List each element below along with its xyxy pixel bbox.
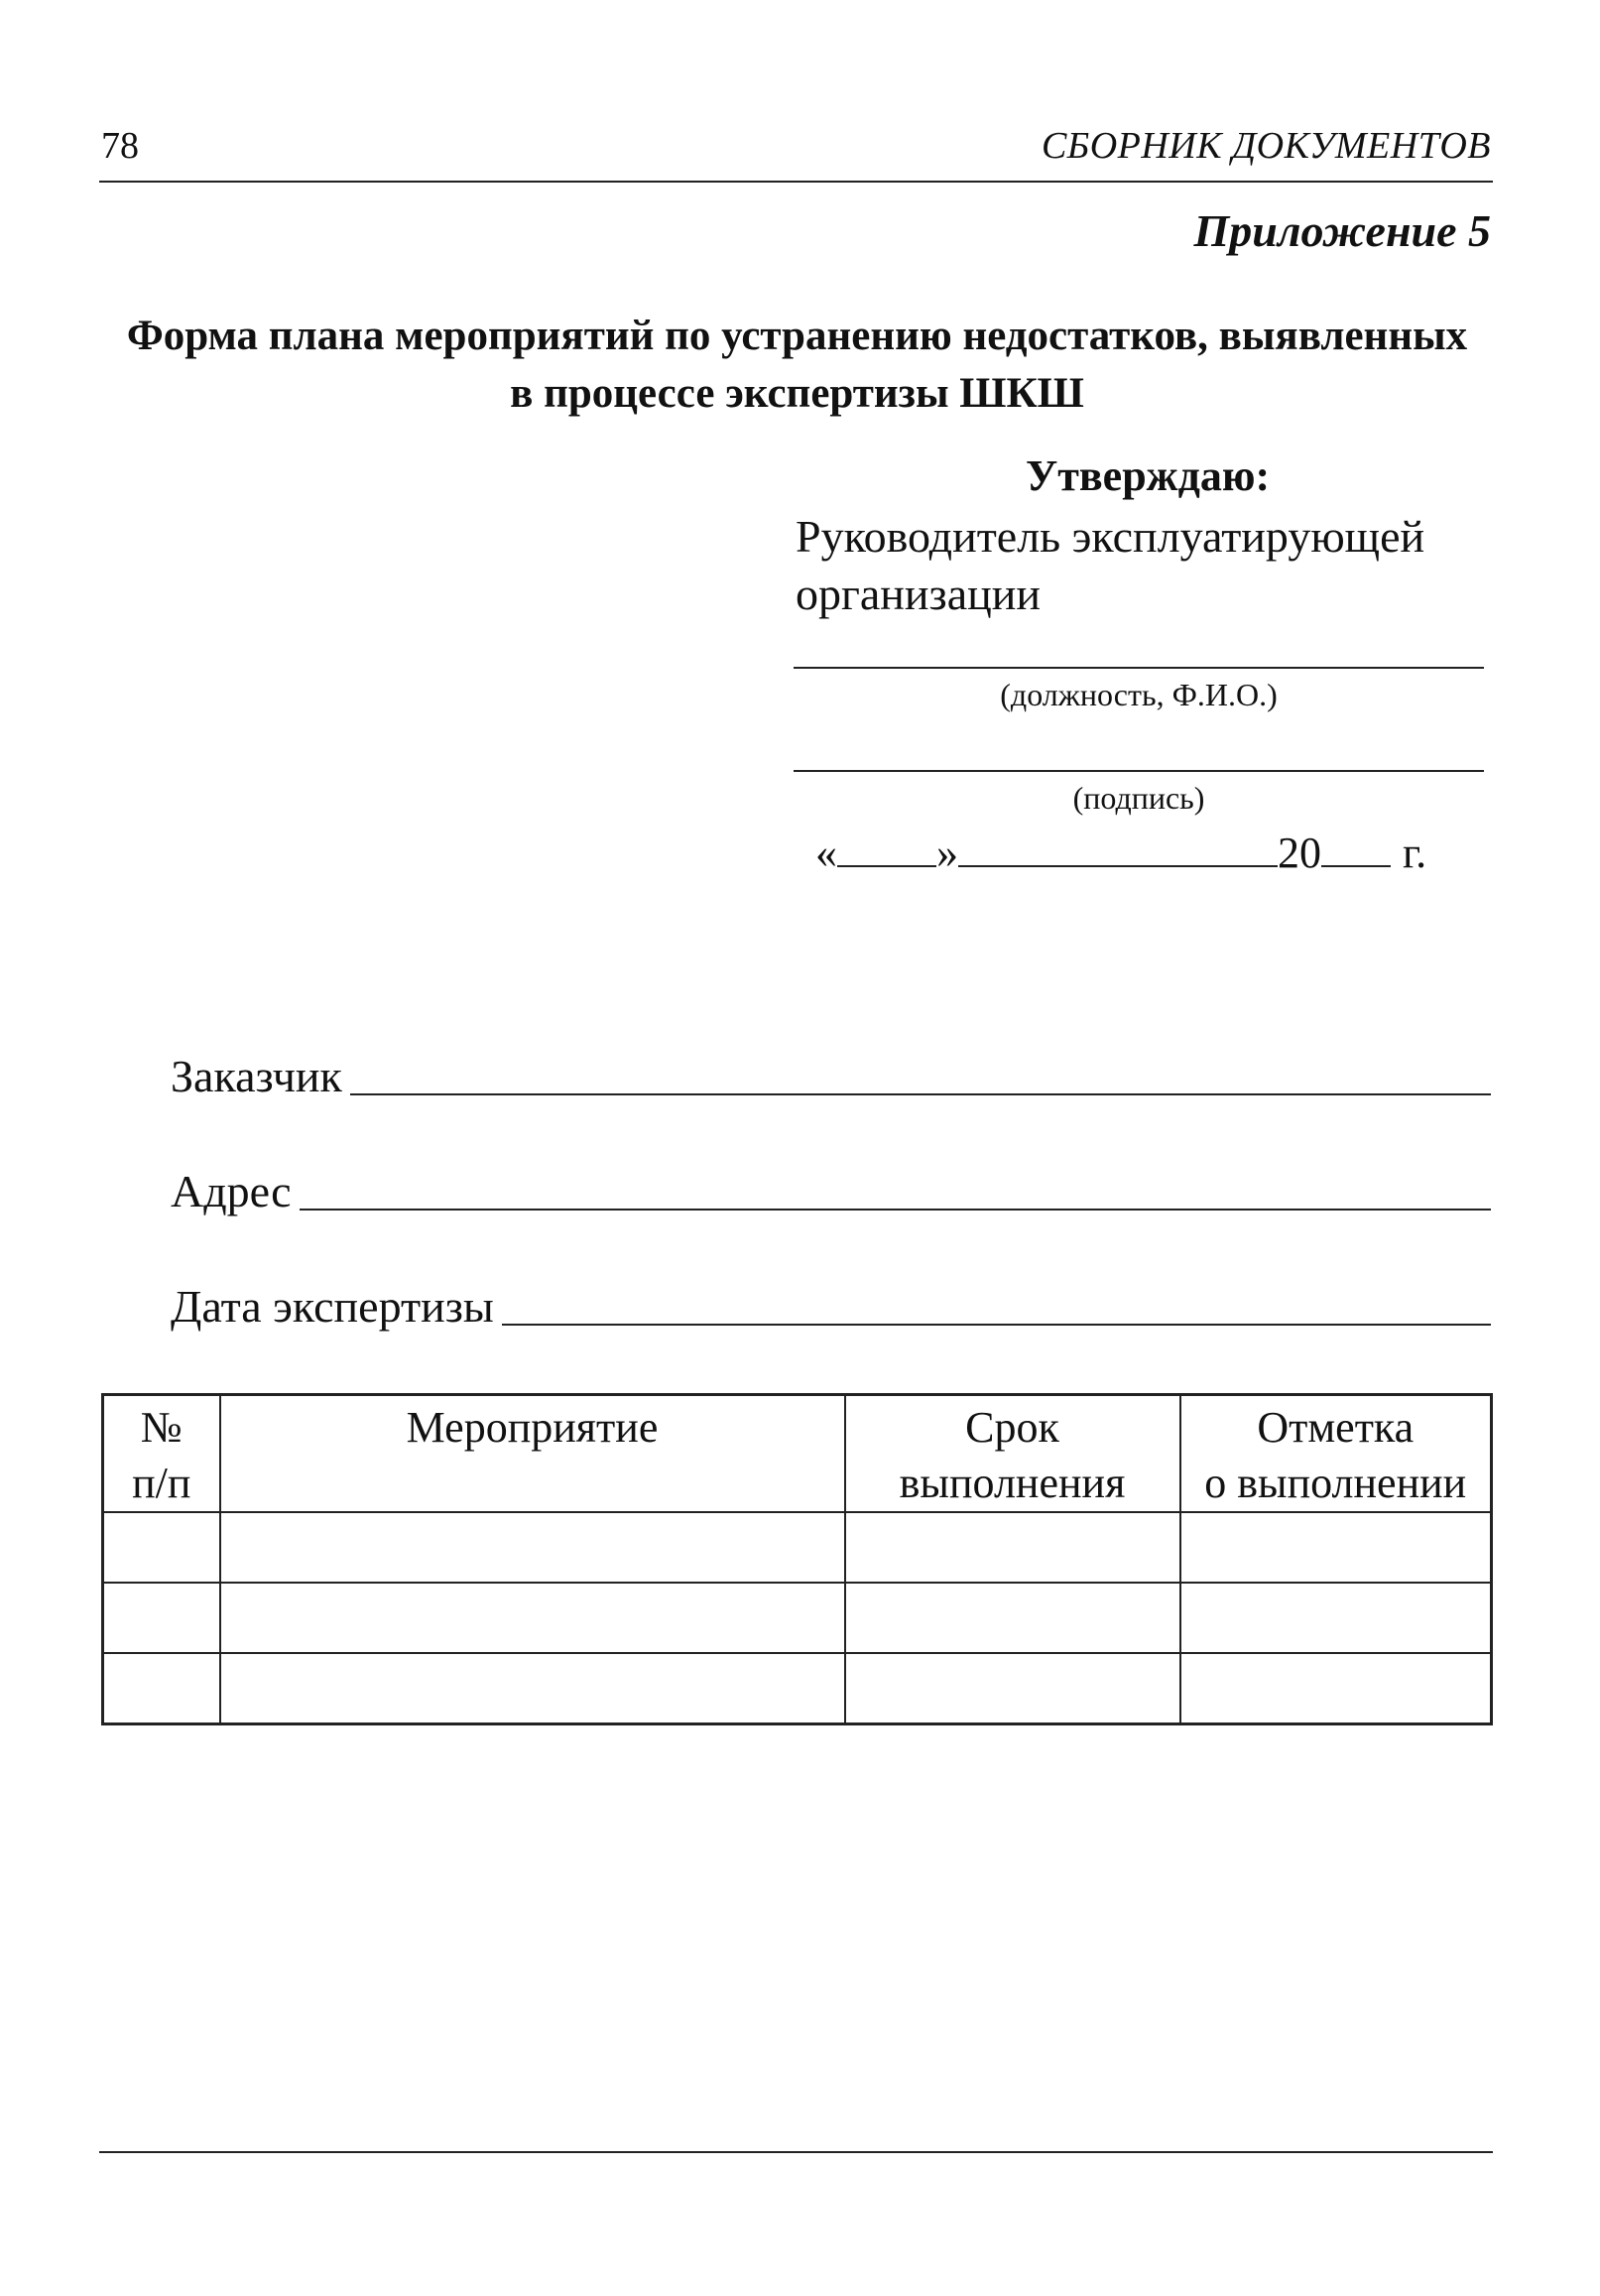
date-open-quote: « bbox=[815, 829, 837, 877]
address-input-line[interactable] bbox=[300, 1208, 1491, 1211]
table-cell[interactable] bbox=[845, 1583, 1180, 1653]
table-cell[interactable] bbox=[845, 1512, 1180, 1583]
customer-input-line[interactable] bbox=[350, 1092, 1491, 1095]
approval-date bbox=[815, 826, 1426, 875]
table-cell[interactable] bbox=[220, 1653, 845, 1724]
footer-rule bbox=[99, 2151, 1493, 2153]
header-number-line-2: п/п bbox=[132, 1459, 191, 1507]
header-deadline bbox=[845, 1395, 1180, 1513]
approval-heading: Утверждаю: bbox=[1026, 451, 1271, 500]
table-row bbox=[103, 1653, 1492, 1724]
table-row bbox=[103, 1583, 1492, 1653]
expertise-date-label: Дата экспертизы bbox=[171, 1281, 494, 1332]
appendix-label: Приложение 5 bbox=[1193, 205, 1491, 256]
header-number-line-1: № bbox=[140, 1403, 183, 1452]
header-deadline-line-1: Срок bbox=[965, 1403, 1059, 1452]
address-field bbox=[171, 1166, 1491, 1216]
position-name-line[interactable] bbox=[794, 667, 1484, 669]
date-month-blank[interactable] bbox=[958, 826, 1278, 867]
header-completion-line-2: о выполнении bbox=[1204, 1459, 1467, 1507]
table-header-row bbox=[103, 1395, 1492, 1513]
title-line-1: Форма плана мероприятий по устранению недостатков, выявленных bbox=[126, 313, 1468, 359]
table-cell[interactable] bbox=[1180, 1583, 1492, 1653]
header-number bbox=[103, 1395, 220, 1513]
table-cell[interactable] bbox=[103, 1512, 220, 1583]
header-completion-line-1: Отметка bbox=[1257, 1403, 1415, 1452]
position-name-caption: (должность, Ф.И.О.) bbox=[1000, 677, 1278, 712]
approval-role-line-1: Руководитель эксплуатирующей bbox=[796, 511, 1425, 562]
signature-line[interactable] bbox=[794, 770, 1484, 772]
date-day-blank[interactable] bbox=[837, 826, 936, 867]
table-body bbox=[103, 1512, 1492, 1724]
expertise-date-input-line[interactable] bbox=[502, 1323, 1491, 1326]
date-year-blank[interactable] bbox=[1321, 826, 1391, 867]
table-cell[interactable] bbox=[220, 1583, 845, 1653]
header-deadline-line-2: выполнения bbox=[899, 1459, 1126, 1507]
approval-role bbox=[796, 508, 1490, 623]
table-cell[interactable] bbox=[1180, 1512, 1492, 1583]
header-completion-mark bbox=[1180, 1395, 1492, 1513]
expertise-date-field bbox=[171, 1281, 1491, 1332]
customer-field bbox=[171, 1051, 1491, 1101]
date-suffix: г. bbox=[1403, 829, 1427, 877]
table-cell[interactable] bbox=[845, 1653, 1180, 1724]
header-rule bbox=[99, 181, 1493, 183]
date-year-prefix: 20 bbox=[1278, 829, 1321, 877]
table-cell[interactable] bbox=[103, 1583, 220, 1653]
customer-label: Заказчик bbox=[171, 1051, 342, 1101]
running-title: СБОРНИК ДОКУМЕНТОВ bbox=[1041, 125, 1491, 167]
approval-role-line-2: организации bbox=[796, 569, 1041, 619]
table-cell[interactable] bbox=[220, 1512, 845, 1583]
measures-plan-table bbox=[101, 1393, 1493, 1725]
table-cell[interactable] bbox=[103, 1653, 220, 1724]
table-cell[interactable] bbox=[1180, 1653, 1492, 1724]
page-number: 78 bbox=[101, 125, 139, 167]
title-line-2: в процессе экспертизы ШКШ bbox=[510, 370, 1084, 417]
date-close-quote: » bbox=[936, 829, 958, 877]
document-title bbox=[95, 308, 1499, 423]
address-label: Адрес bbox=[171, 1166, 292, 1216]
header-measure-line-1: Мероприятие bbox=[406, 1403, 659, 1452]
header-measure bbox=[220, 1395, 845, 1513]
signature-caption: (подпись) bbox=[1072, 780, 1205, 816]
table-row bbox=[103, 1512, 1492, 1583]
